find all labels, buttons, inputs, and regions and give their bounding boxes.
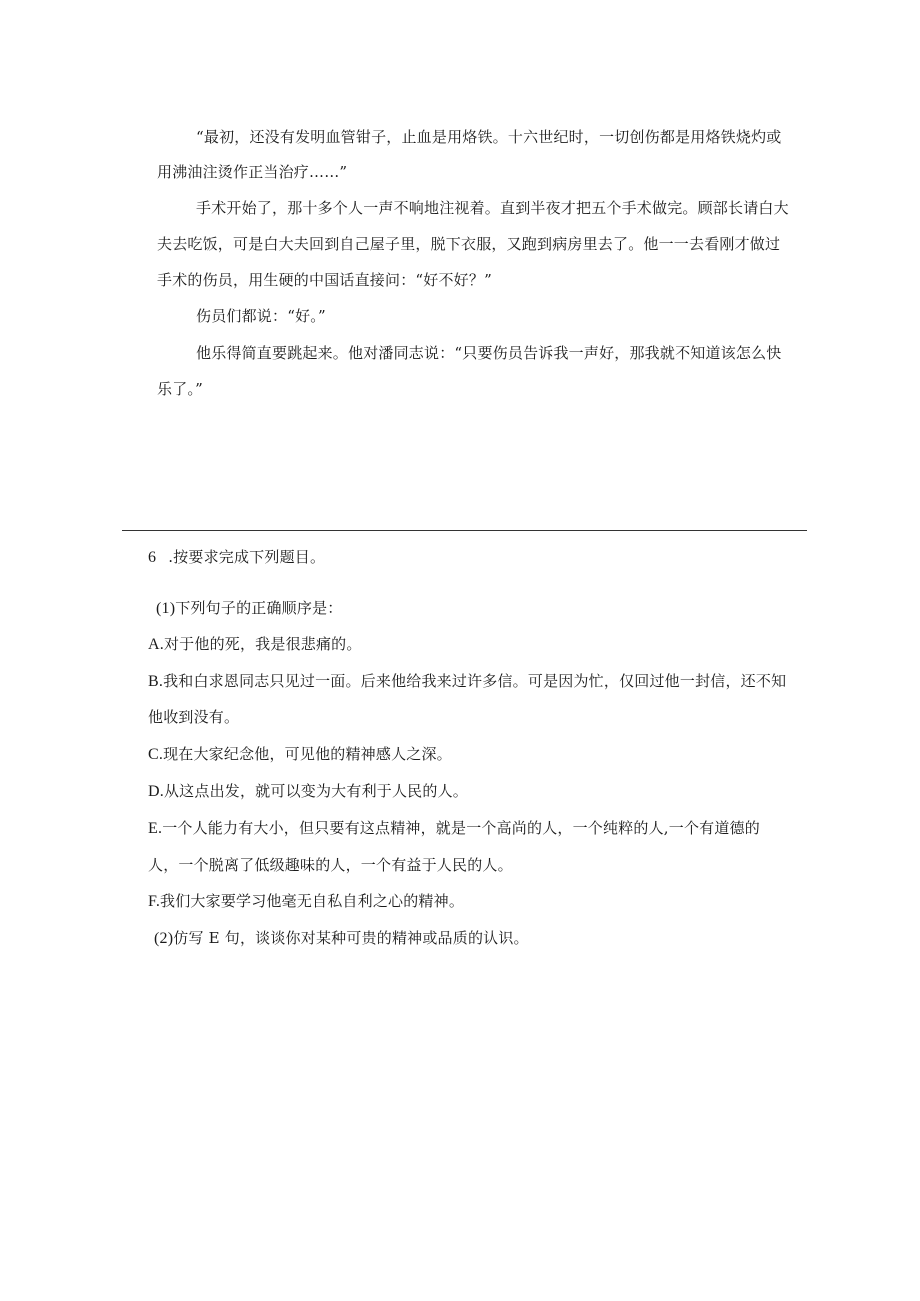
option-e [148, 818, 760, 839]
option-c [148, 744, 452, 765]
passage-p3-line1: 伤员们都说：“好。” [196, 307, 326, 325]
option-e-continued: 人，一个脱离了低级趣味的人，一个有益于人民的人。 [148, 856, 513, 874]
option-text: 现在大家纪念他，可见他的精神感人之深。 [163, 745, 452, 763]
question-number: 6 [148, 549, 157, 566]
section-divider [122, 530, 807, 531]
option-b [148, 671, 786, 692]
part1-label: (1) [156, 600, 176, 617]
option-label: D. [148, 783, 164, 800]
question-title: .按要求完成下列题目。 [168, 548, 326, 566]
passage-p2-line1: 手术开始了，那十多个人一声不响地注视着。直到半夜才把五个手术做完。顾部长请白大 [196, 199, 789, 217]
passage-p2-line2: 夫去吃饭，可是白大夫回到自己屋子里，脱下衣服，又跑到病房里去了。他一一去看刚才做过 [157, 235, 781, 253]
option-label: F. [148, 893, 161, 910]
option-text: 一个人能力有大小，但只要有这点精神，就是一个高尚的人，一个纯粹的人,一个有道德的 [162, 819, 760, 837]
option-text: 我们大家要学习他毫无自私自利之心的精神。 [160, 892, 465, 910]
option-text: 从这点出发，就可以变为大有利于人民的人。 [163, 782, 468, 800]
question-part1 [156, 598, 342, 619]
option-label: A. [148, 636, 164, 653]
question-part2 [154, 928, 529, 949]
part2-text: 仿写 E 句，谈谈你对某种可贵的精神或品质的认识。 [173, 929, 529, 947]
option-text: 我和白求恩同志只见过一面。后来他给我来过许多信。可是因为忙，仅回过他一封信，还不知 [163, 672, 787, 690]
passage-p4-line1: 他乐得简直要跳起来。他对潘同志说：“只要伤员告诉我一声好，那我就不知道该怎么快 [196, 344, 782, 362]
option-label: B. [148, 673, 164, 690]
option-d [148, 781, 468, 802]
passage-p1-line2: 用沸油注烫作正当治疗……” [157, 163, 348, 181]
part2-label: (2) [154, 930, 174, 947]
option-text: 对于他的死，我是很悲痛的。 [163, 635, 362, 653]
option-label: C. [148, 746, 164, 763]
part1-text: 下列句子的正确顺序是： [175, 599, 343, 617]
option-label: E. [148, 820, 163, 837]
option-a [148, 634, 362, 655]
option-f [148, 891, 464, 912]
option-b-continued: 他收到没有。 [148, 708, 240, 726]
question-heading [148, 547, 325, 568]
passage-p2-line3: 手术的伤员，用生硬的中国话直接问：“好不好？” [157, 271, 492, 289]
passage-p4-line2: 乐了。” [157, 380, 203, 398]
passage-p1-line1: “最初，还没有发明血管钳子，止血是用烙铁。十六世纪时，一切创伤都是用烙铁烧灼或 [196, 128, 782, 146]
